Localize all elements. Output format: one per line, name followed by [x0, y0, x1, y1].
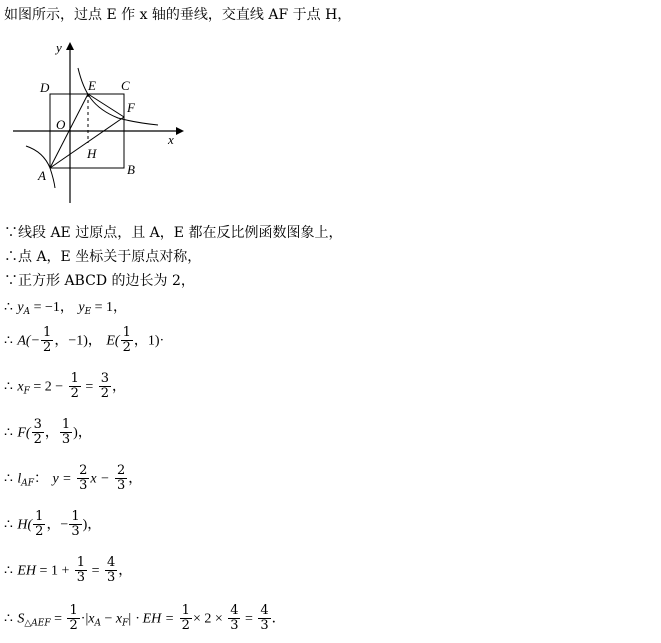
fraction: $\frac{2}{3}$ [79, 463, 88, 493]
step-8: ∴ $l_{AF}$： y = $\frac{2}{3}$ x − $\frac{2}{3}$ ， [4, 463, 143, 493]
label-h: H [87, 146, 97, 161]
fraction: $\frac{1}{2}$ [70, 371, 79, 401]
fraction: $\frac{2}{3}$ [117, 463, 126, 493]
step-6: ∴ $x_F = 2$ − $\frac{1}{2}$ = $\frac{3}{2}$ ， [4, 371, 127, 401]
step-4: ∴ $y_A = -1$， $y_E = 1$， [4, 299, 128, 317]
label-a: A [38, 168, 46, 183]
label-b: B [127, 162, 135, 177]
step-3: ∵正方形 ABCD 的边长为 2， [4, 273, 195, 289]
step-2: ∴点 A，E 坐标关于原点对称， [4, 249, 202, 265]
fraction: $\frac{1}{2}$ [43, 325, 52, 355]
label-f: F [127, 100, 135, 115]
label-x: x [168, 132, 174, 147]
label-d: D [40, 80, 50, 95]
fraction: $\frac{1}{3}$ [71, 509, 80, 539]
step-10: ∴ EH = 1 + $\frac{1}{3}$ = $\frac{4}{3}$ ， [4, 555, 133, 585]
label-o: O [56, 117, 66, 132]
step-9: ∴ H( $\frac{1}{2}$ ，− $\frac{1}{3}$ )， [4, 509, 102, 539]
fraction: $\frac{3}{2}$ [33, 417, 42, 447]
hyperbola-branch-1 [78, 68, 158, 125]
fraction: $\frac{4}{3}$ [106, 555, 116, 585]
label-c: C [121, 78, 130, 93]
fraction: $\frac{1}{3}$ [61, 417, 71, 447]
step-1: ∵线段 AE 过原点，且 A，E 都在反比例函数图象上， [4, 225, 343, 241]
fraction: $\frac{1}{2}$ [69, 603, 78, 633]
y-axis-arrow [66, 42, 74, 50]
fraction: $\frac{1}{3}$ [76, 555, 86, 585]
label-e: E [88, 78, 96, 93]
segment-ef [88, 94, 124, 117]
intro-text: 如图所示，过点 E 作 x 轴的垂线，交直线 AF 于点 H， [4, 7, 352, 23]
fraction: $\frac{1}{2}$ [122, 325, 131, 355]
step-11: ∴ $S_{\triangle AEF}$ = $\frac{1}{2}$ $\cdot|x_A - x_F|$ · EH = $\frac{1}{2}$ × 2 × $\frac{4}{3}$ = $\frac{4}{3}$ ． [4, 603, 286, 633]
label-y: y [56, 40, 62, 55]
fraction: $\frac{1}{2}$ [35, 509, 44, 539]
step-7: ∴ F( $\frac{3}{2}$ ， $\frac{1}{3}$ )， [4, 417, 92, 447]
geometry-figure [8, 38, 188, 208]
fraction: $\frac{3}{2}$ [100, 371, 110, 401]
fraction: $\frac{4}{3}$ [260, 603, 269, 633]
x-axis-arrow [176, 127, 184, 135]
fraction: $\frac{4}{3}$ [230, 603, 239, 633]
step-5: ∴ A(− $\frac{1}{2}$ ，−1)， E( $\frac{1}{2}$ ，1)· [4, 325, 165, 355]
fraction: $\frac{1}{2}$ [181, 603, 190, 633]
